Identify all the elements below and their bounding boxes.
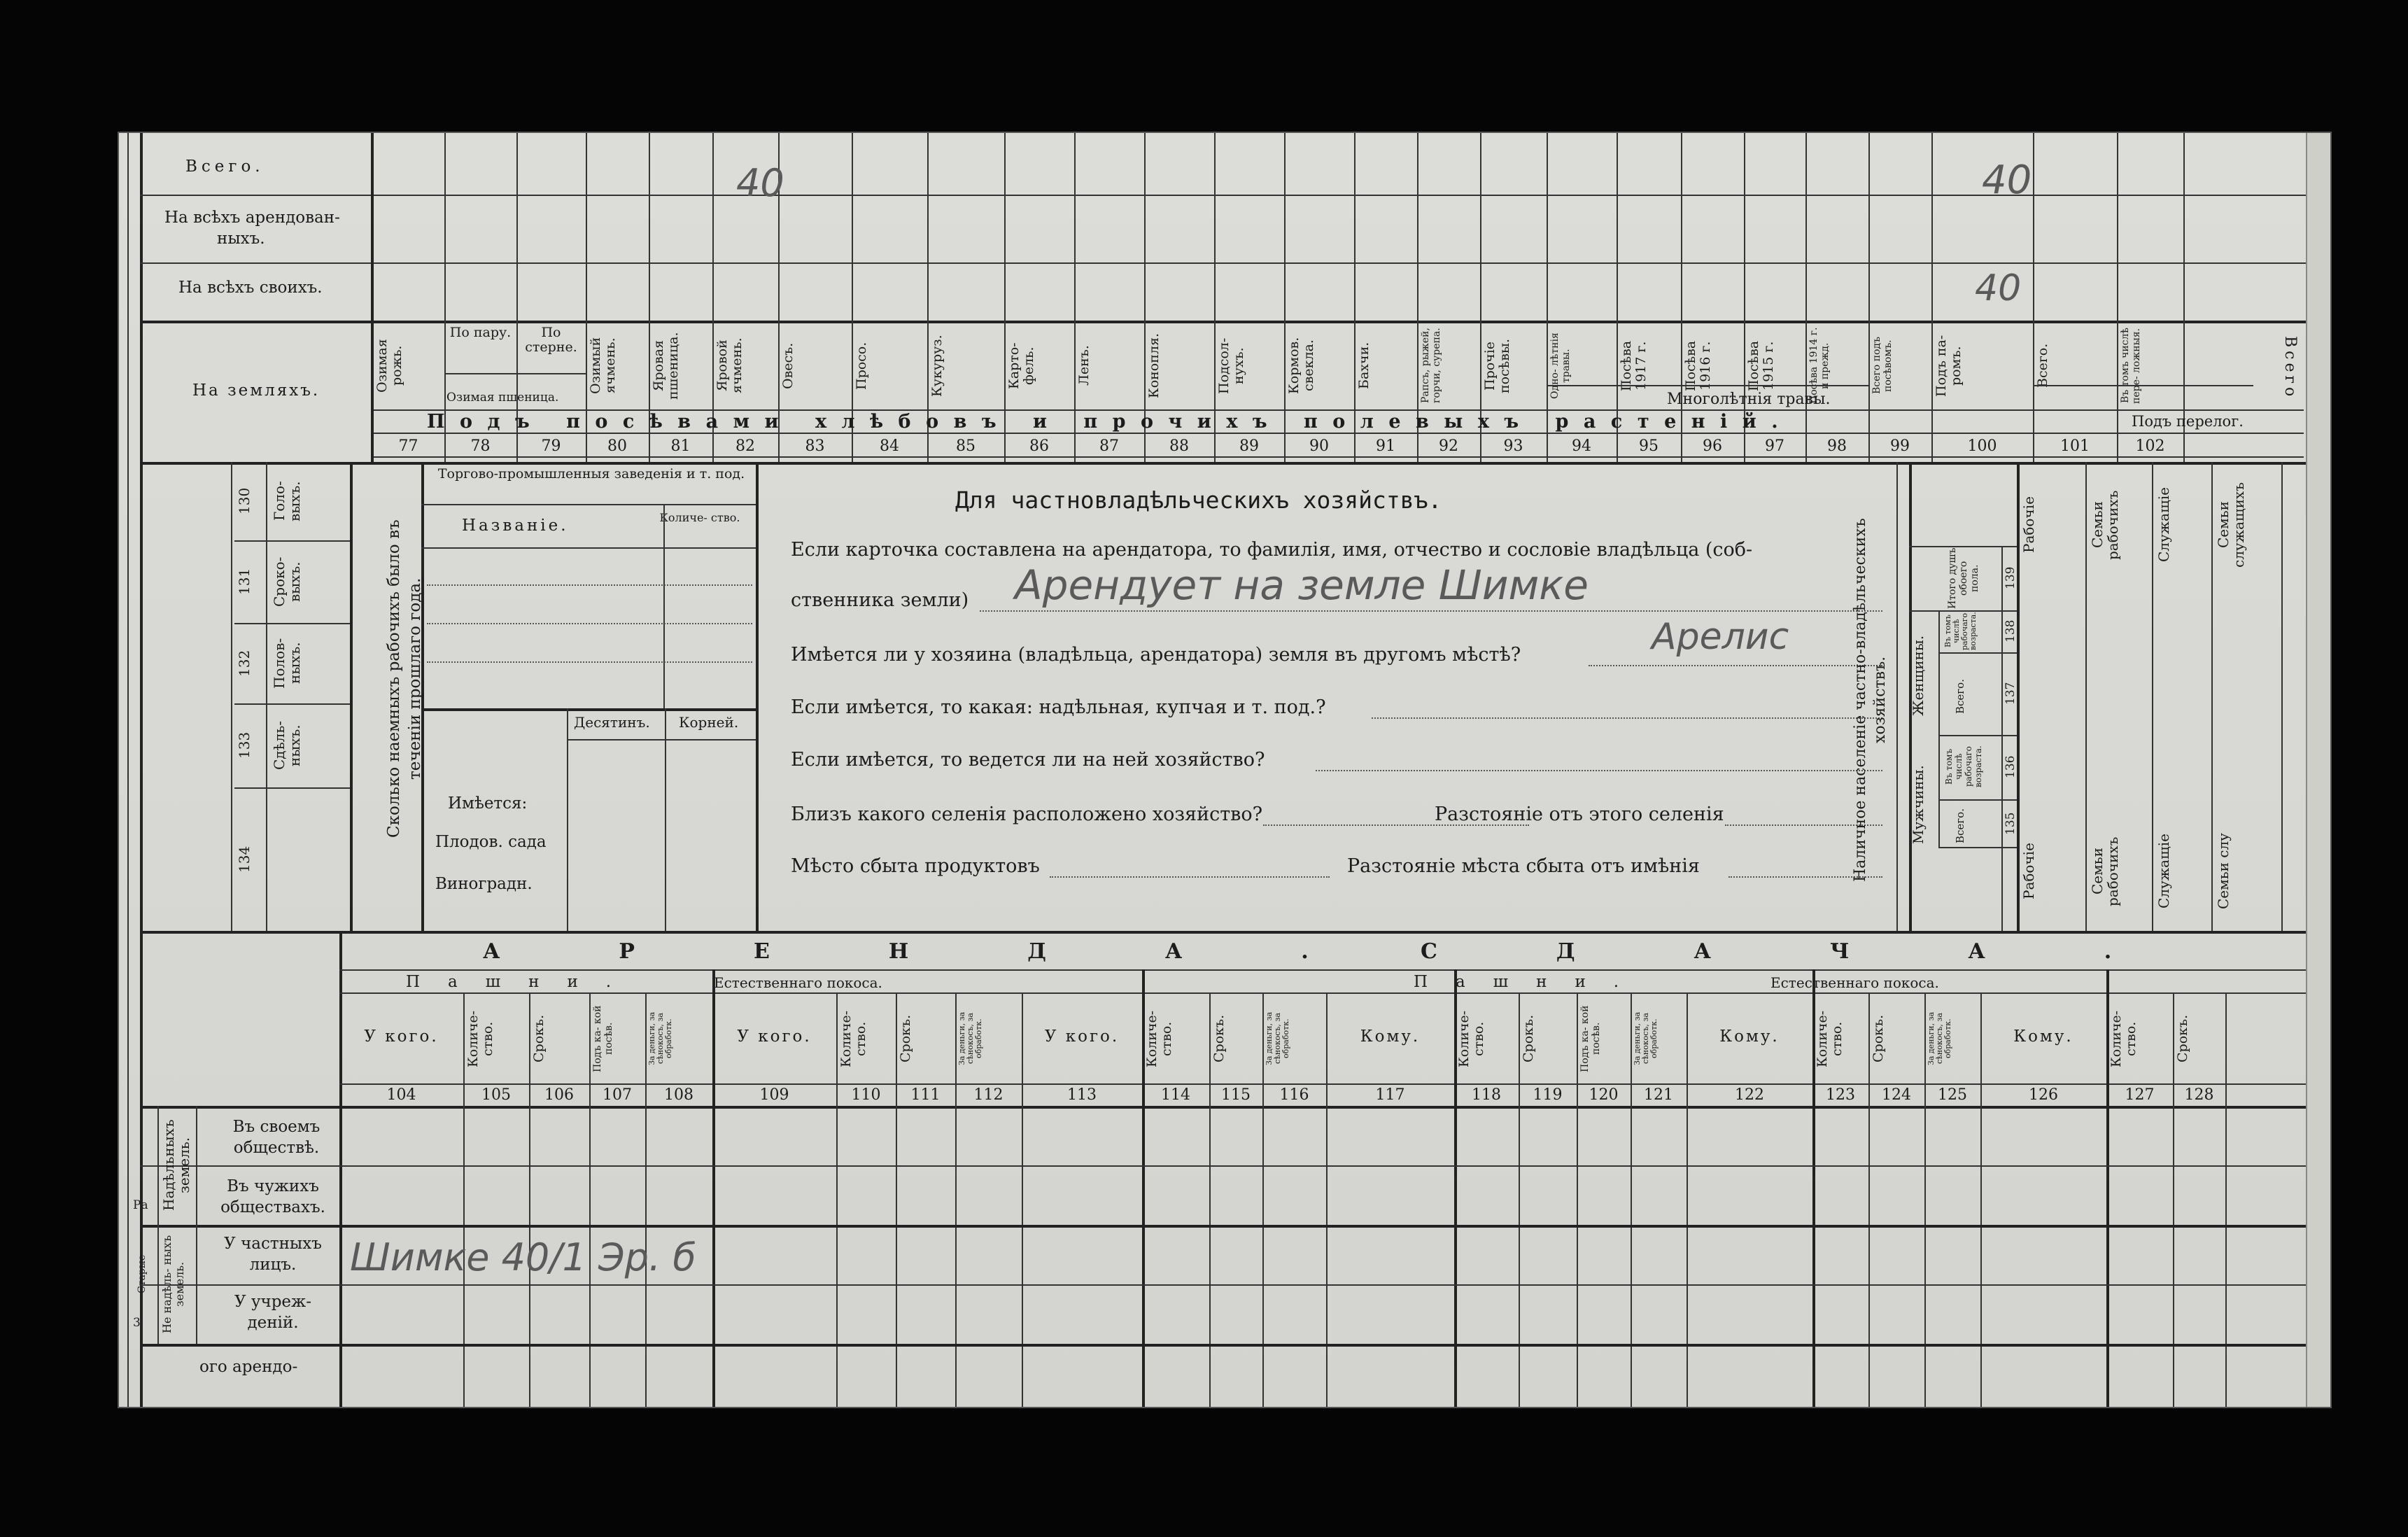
dotted-rule	[980, 610, 1882, 612]
lease-col-number: 113	[1067, 1086, 1097, 1104]
handwritten-own-99: 40	[1975, 267, 2022, 309]
lease-col-label: Количе- ство.	[1144, 1010, 1174, 1067]
lease-col-label: Подъ ка- кой посѣв.	[592, 1005, 614, 1072]
lease-col-label: Подъ ка- кой посѣв.	[1579, 1005, 1602, 1072]
rule	[234, 623, 350, 624]
crop-col-number: 102	[2135, 437, 2165, 455]
crop-col-label: Бахчи.	[1356, 342, 1372, 390]
crop-col-label: Посѣва 1917 г.	[1619, 340, 1649, 391]
population-right-label: Рабочіе	[2020, 496, 2037, 554]
row-label-rented-2: ныхъ.	[217, 230, 265, 248]
lease-col-number: 128	[2184, 1086, 2214, 1104]
hired-workers-label: Сколько наемныхъ рабочихъ было въ теченіи прошлаго года.	[385, 519, 424, 838]
roots-header: Корней.	[679, 714, 739, 731]
rule	[140, 262, 2330, 264]
crop-col-label: Карто- фель.	[1006, 342, 1036, 389]
women-label: Женщины.	[1910, 635, 1927, 716]
q-distance-market: Разстояніе мѣста сбыта отъ имѣнія	[1347, 855, 1700, 877]
rule	[444, 373, 586, 374]
lease-col-label: У кого.	[737, 1027, 812, 1046]
lease-col-number: 116	[1279, 1086, 1309, 1104]
col-rule	[2033, 133, 2034, 462]
other-society-label: Въ чужихъ обществахъ.	[220, 1177, 325, 1216]
lease-col-label: Количе- ство.	[1815, 1010, 1845, 1067]
crop-col-number: 95	[1639, 437, 1659, 455]
lease-col-label: У кого.	[1044, 1027, 1120, 1046]
crop-col-number: 91	[1376, 437, 1395, 455]
rule	[140, 1106, 2330, 1109]
q-owner-b: ственника земли)	[791, 589, 969, 611]
worker-col-label: Голо- выхъ.	[271, 481, 303, 521]
dotted-rule	[1316, 770, 1882, 771]
perennial-group: Многолѣтнія травы.	[1667, 391, 1831, 408]
orchard-label: Плодов. сада	[435, 833, 547, 851]
crop-col-label: Посѣва 1915 г.	[1746, 340, 1776, 391]
rule	[339, 969, 2330, 971]
crop-col-label: Одно- лѣтнія травы.	[1549, 332, 1572, 399]
crop-col-label: Кукуруз.	[929, 335, 945, 397]
private-farms-title: Для частновладѣльческихъ хозяйствъ.	[955, 486, 1442, 514]
handwritten-total-82: 40	[736, 161, 784, 205]
rule	[234, 540, 350, 542]
men-total-label: Всего.	[1954, 808, 1966, 843]
lease-col-number: 125	[1938, 1086, 1967, 1104]
crop-col-number: 88	[1169, 437, 1189, 455]
col-rule	[371, 133, 374, 462]
crop-col-number: 90	[1309, 437, 1329, 455]
lease-col-number: 115	[1221, 1086, 1251, 1104]
crop-col-number: 77	[398, 437, 418, 455]
women-total-label: Всего.	[1954, 679, 1966, 714]
rent-total-label: ого арендо-	[199, 1358, 298, 1376]
total-souls-label: Итого душъ обоего пола.	[1947, 547, 1980, 609]
dessiatin-header: Десятинъ.	[574, 714, 650, 731]
rule	[234, 703, 350, 705]
rule	[421, 708, 756, 711]
lease-col-label: Количе- ство.	[838, 1010, 868, 1067]
lease-col-number: 111	[910, 1086, 941, 1104]
crop-col-label: Яровой ячмень.	[714, 337, 745, 394]
lease-col-label: Срокъ.	[531, 1014, 547, 1063]
row-label-own: На всѣхъ своихъ.	[178, 279, 323, 297]
crop-col-label: Рапсъ, рыжей, горчи, сурепа.	[1420, 328, 1442, 404]
col-rule	[1931, 133, 1933, 462]
col-rule	[1812, 969, 1815, 1407]
rule	[140, 321, 2330, 323]
q-village: Близъ какого селенія расположено хозяйство?	[791, 803, 1263, 825]
rule	[567, 739, 756, 741]
arable-lease-label: Пашни.	[1414, 973, 1647, 991]
crop-col-number: 87	[1099, 437, 1119, 455]
worker-col-label: Сроко- выхъ.	[271, 556, 303, 607]
crop-col-label: Конопля.	[1146, 333, 1162, 399]
col-rule	[231, 462, 232, 931]
col-rule	[350, 462, 353, 931]
arenda-title: АРЕНДА.	[483, 939, 1428, 964]
dotted-rule	[427, 623, 752, 624]
q-farming: Если имѣется, то ведется ли на ней хозяйство?	[791, 749, 1265, 771]
lease-col-label: Срокъ.	[1211, 1014, 1227, 1063]
col-rule	[663, 504, 665, 710]
crop-col-label: Всего подъ посѣвомъ.	[1871, 337, 1894, 395]
lease-col-number: 114	[1161, 1086, 1190, 1104]
lease-col-label: За деньги, за сѣнокосъ, за обработк.	[1927, 1011, 1952, 1066]
lease-col-number: 107	[603, 1086, 632, 1104]
crop-col-number: 100	[1967, 437, 1997, 455]
col-rule	[712, 969, 715, 1407]
crop-col-label: Кормов. свекла.	[1286, 337, 1316, 395]
crop-col-label: Посѣва 1916 г.	[1683, 340, 1713, 391]
lease-col-label: У кого.	[364, 1027, 439, 1046]
rule	[1938, 847, 2017, 848]
crop-col-number: 93	[1503, 437, 1523, 455]
population-col-number: 138	[2004, 619, 2018, 643]
crop-col-number: 89	[1239, 437, 1259, 455]
population-right-label-bottom: Рабочіе	[2020, 843, 2037, 900]
lease-col-label: Количе- ство.	[465, 1010, 495, 1067]
crop-col-label: По пару.	[449, 325, 512, 340]
handwritten-total-99: 40	[1982, 157, 2032, 203]
left-margin-line	[140, 133, 143, 1407]
lease-col-number: 104	[386, 1086, 416, 1104]
col-rule	[196, 1106, 197, 1344]
crop-col-label: Всего.	[2035, 343, 2050, 388]
meadow-lease-label: Естественнаго покоса.	[1770, 974, 1939, 991]
fallow-group: Подъ перелог.	[2132, 413, 2244, 430]
col-rule	[567, 708, 568, 931]
worker-col-number: 130	[236, 487, 253, 515]
trade-header: Торгово-промышленныя заведенія и т. под.	[437, 466, 745, 482]
col-rule	[1868, 133, 1870, 462]
crop-col-number: 98	[1827, 437, 1847, 455]
handwritten-owner: Арендует на земле Шимке	[1015, 561, 1589, 609]
crop-col-number: 86	[1029, 437, 1049, 455]
crop-col-label: Озимый ячмень.	[588, 337, 618, 395]
lease-col-number: 106	[544, 1086, 574, 1104]
left-margin-line-2	[127, 133, 129, 1407]
rule	[1938, 735, 2017, 736]
col-rule	[2117, 133, 2118, 462]
lease-col-number: 123	[1826, 1086, 1855, 1104]
dotted-rule	[427, 661, 752, 663]
lease-col-label: За деньги, за сѣнокосъ, за обработк.	[1633, 1011, 1659, 1066]
lease-col-label: За деньги, за сѣнокосъ, за обработк.	[1265, 1011, 1290, 1066]
crop-col-number: 80	[607, 437, 627, 455]
crop-col-label: Подъ па- ромъ.	[1934, 335, 1964, 397]
crop-col-number: 99	[1890, 437, 1910, 455]
lease-col-number: 126	[2029, 1086, 2058, 1104]
lease-col-label: За деньги, за сѣнокосъ, за обработк.	[647, 1011, 673, 1066]
worker-col-number: 133	[236, 731, 253, 759]
worker-col-number: 132	[236, 650, 253, 677]
population-col-number: 136	[2004, 755, 2018, 779]
lease-col-number: 108	[664, 1086, 693, 1104]
crop-col-label: Яровая пшеница.	[651, 332, 681, 400]
left-mark-3: 3	[133, 1316, 141, 1330]
lease-col-label: Кому.	[1360, 1027, 1421, 1046]
own-society-label: Въ своемъ обществѣ.	[232, 1118, 321, 1157]
crop-col-label: Прочіе посѣвы.	[1482, 338, 1512, 393]
q-distance-village: Разстояніе отъ этого селенія	[1435, 803, 1724, 825]
women-working-label: Въ томъ числѣ рабочаго возраста.	[1943, 612, 1978, 651]
rule	[339, 992, 2330, 994]
q-owner-a: Если карточка составлена на арендатора, то фамилія, имя, отчество и сословіе владѣльца (соб-	[791, 539, 1753, 561]
crop-col-label: Въ томъ числѣ пере- ложныя.	[2120, 328, 2142, 404]
crop-col-number: 78	[470, 437, 491, 455]
rule	[1938, 799, 2017, 801]
lease-col-label: Срокъ.	[1521, 1014, 1536, 1063]
crop-col-label: Озимая рожь.	[374, 339, 404, 393]
population-title: Наличное населеніе частно-владѣльческихъ хозяйствъ.	[1852, 518, 1889, 882]
population-right-label-bottom: Семьи слу	[2215, 833, 2232, 910]
torn-edge	[2306, 133, 2332, 1407]
col-rule	[665, 708, 666, 931]
population-col-number: 139	[2004, 566, 2018, 590]
rule	[140, 1225, 2330, 1228]
col-rule	[2152, 462, 2153, 931]
population-right-label-bottom: Семьи рабочихъ	[2089, 836, 2121, 906]
crop-col-label: Подсол- нухъ.	[1216, 337, 1246, 394]
crop-col-label: Просо.	[854, 342, 869, 390]
population-right-label-bottom: Служащіе	[2155, 834, 2172, 909]
crop-col-number: 82	[735, 437, 755, 455]
lease-col-number: 118	[1472, 1086, 1501, 1104]
population-right-label: Семьи рабочихъ	[2089, 490, 2121, 560]
rule	[421, 547, 756, 549]
q-land-type: Если имѣется, то какая: надѣльная, купчая и т. под.?	[791, 696, 1326, 718]
population-col-number: 135	[2004, 812, 2018, 835]
lease-col-number: 110	[851, 1086, 881, 1104]
has-label: Имѣется:	[448, 794, 528, 813]
worker-col-number: 134	[236, 845, 253, 873]
rule	[372, 456, 2304, 458]
rule	[140, 931, 2330, 934]
population-right-label: Служащіе	[2155, 487, 2172, 563]
lease-col-number: 119	[1533, 1086, 1563, 1104]
lease-col-label: Количе- ство.	[2108, 1010, 2139, 1067]
crop-col-number: 83	[805, 437, 825, 455]
lease-col-label: Кому.	[2013, 1027, 2073, 1046]
institutions-label: У учреж- деній.	[234, 1293, 311, 1332]
row-label-lands: На земляхъ.	[192, 381, 321, 400]
rule	[372, 433, 2304, 434]
rule	[421, 504, 756, 505]
crop-col-label: Посѣва 1914 г. и прежд.	[1808, 327, 1831, 405]
rule	[1547, 385, 1868, 386]
crop-col-number: 79	[541, 437, 561, 455]
col-rule	[157, 1106, 159, 1344]
crop-col-number: 94	[1572, 437, 1591, 455]
lease-col-label: Срокъ.	[898, 1014, 913, 1063]
men-label: Мужчины.	[1910, 765, 1927, 845]
col-rule	[1805, 133, 1807, 462]
lease-col-number: 117	[1375, 1086, 1405, 1104]
worker-col-label: Сдѣль- ныхъ.	[271, 720, 303, 771]
crop-col-number: 96	[1703, 437, 1722, 455]
col-rule	[2211, 462, 2213, 931]
crop-col-number: 85	[956, 437, 976, 455]
arable-rent-label: Пашни.	[406, 973, 640, 991]
handwritten-owner-2: Арелис	[1652, 616, 1789, 658]
men-working-label: Въ томъ числѣ рабочаго возраста.	[1944, 745, 1983, 787]
meadow-rent-label: Естественнаго покоса.	[714, 974, 882, 991]
non-allotment-label: Не надѣль- ныхъ земель.	[160, 1235, 186, 1334]
crop-col-label: Ленъ.	[1076, 345, 1092, 386]
q-market: Мѣсто сбыта продуктовъ	[791, 855, 1040, 877]
dotted-rule	[427, 584, 752, 586]
left-mark-2: Старые	[136, 1254, 148, 1293]
col-rule	[266, 462, 267, 931]
vineyard-label: Виноградн.	[435, 875, 533, 893]
name-header: Названіе.	[462, 517, 569, 535]
rule	[2033, 385, 2253, 386]
lease-col-number: 120	[1589, 1086, 1619, 1104]
col-rule	[339, 931, 342, 1407]
lease-col-number: 121	[1644, 1086, 1673, 1104]
lease-col-number: 122	[1735, 1086, 1764, 1104]
q-other-land: Имѣется ли у хозяина (владѣльца, арендатора) земля въ другомъ мѣстѣ?	[791, 644, 1521, 666]
allotment-label: Надѣльныхъ земель.	[160, 1119, 192, 1212]
crop-col-number: 97	[1765, 437, 1784, 455]
crop-col-number: 84	[880, 437, 899, 455]
crops-banner: Подъ посѣвами хлѣбовъ и прочихъ полевыхъ растеній.	[427, 411, 1794, 433]
crop-col-number: 101	[2060, 437, 2090, 455]
lease-col-number: 127	[2125, 1086, 2155, 1104]
handwritten-private-row: Шимке 40/1 Эр. б	[350, 1235, 696, 1279]
population-right-label: Семьи служащихъ	[2215, 482, 2247, 568]
col-rule	[1454, 969, 1457, 1407]
rule	[140, 1344, 2330, 1347]
lease-col-label: За деньги, за сѣнокосъ, за обработк.	[957, 1011, 983, 1066]
col-rule	[2085, 462, 2087, 931]
lease-col-label: Количе- ство.	[1456, 1010, 1486, 1067]
rule	[140, 1165, 2330, 1167]
left-mark-1: Ра	[133, 1198, 148, 1212]
col-rule	[1142, 969, 1145, 1407]
col-rule	[1938, 610, 1940, 848]
private-persons-label: У частныхъ лицъ.	[224, 1235, 322, 1274]
population-col-number: 137	[2004, 682, 2018, 706]
lease-col-label: Срокъ.	[1871, 1014, 1886, 1063]
worker-col-number: 131	[236, 568, 253, 596]
crop-col-number: 92	[1439, 437, 1458, 455]
crop-col-label: По стерне.	[525, 325, 577, 355]
lease-col-label: Кому.	[1719, 1027, 1780, 1046]
col-rule	[2281, 462, 2283, 931]
crop-col-number: 81	[670, 437, 691, 455]
winter-wheat-group: Озимая пшеница.	[446, 391, 559, 405]
lease-col-number: 109	[759, 1086, 789, 1104]
dotted-rule	[1589, 665, 1882, 666]
row-label-rented: На всѣхъ арендован-	[164, 209, 340, 227]
rule	[234, 787, 350, 789]
worker-col-label: Полов- ныхъ.	[271, 638, 303, 689]
lease-col-number: 112	[973, 1086, 1004, 1104]
row-label-total: Всего.	[185, 157, 265, 176]
lease-col-label: Срокъ.	[2175, 1014, 2190, 1063]
right-edge-total: Всего	[2281, 336, 2299, 400]
rule	[1938, 652, 2017, 654]
sdacha-title: СДАЧА.	[1421, 939, 2231, 964]
col-rule	[2106, 969, 2109, 1407]
lease-col-number: 124	[1882, 1086, 1911, 1104]
rule	[339, 1083, 2330, 1085]
crop-col-label: Овесъ.	[780, 342, 796, 389]
col-rule	[1896, 462, 1898, 931]
qty-header: Количе- ство.	[659, 511, 740, 524]
lease-col-number: 105	[481, 1086, 511, 1104]
census-card	[118, 132, 2332, 1408]
dotted-rule	[1372, 717, 1882, 719]
rule	[140, 1284, 2330, 1286]
dotted-rule	[1050, 876, 1330, 878]
